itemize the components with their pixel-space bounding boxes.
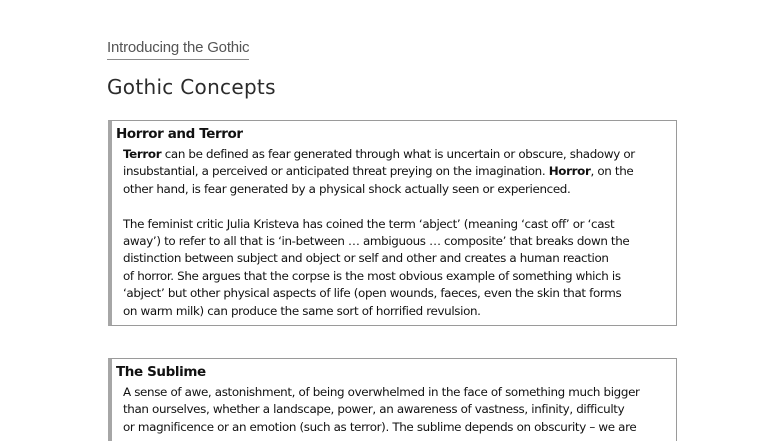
text-line: [123, 233, 668, 250]
text-line: [123, 384, 668, 401]
text-line: [123, 401, 668, 418]
paragraph: [123, 146, 668, 198]
text-line: [123, 163, 668, 180]
text-run: on warm milk) can produce the same sort of horrified revulsion.: [123, 303, 481, 318]
text-run: distinction between subject and object or self and other and creates a human reaction: [123, 251, 609, 266]
paragraph: [123, 216, 668, 320]
text-run: or magnificence or an emotion (such as terror). The sublime depends on obscurity – we are: [123, 419, 637, 434]
text-line: [123, 146, 668, 163]
text-line: [123, 268, 668, 285]
text-line: [123, 216, 668, 233]
text-run: The feminist critic Julia Kristeva has coined the term ‘abject’ (meaning ‘cast off’ or ‘cast: [123, 216, 615, 231]
text-run: , on the: [590, 164, 634, 179]
bold-term: Terror: [123, 147, 162, 161]
text-line: [123, 181, 668, 198]
paragraph: [123, 384, 668, 436]
section-the-sublime: [108, 358, 677, 441]
breadcrumb[interactable]: Introducing the Gothic: [107, 39, 249, 60]
section-horror-and-terror: [108, 120, 677, 326]
section-body: [112, 380, 676, 436]
section-body: [112, 142, 676, 320]
bold-term: Horror: [548, 164, 591, 179]
section-heading: The Sublime: [116, 364, 206, 380]
text-run: away’) to refer to all that is ‘in-between … ambiguous … composite’ that breaks down the: [123, 234, 630, 249]
section-heading: Horror and Terror: [116, 126, 243, 142]
text-run: insubstantial, a perceived or anticipated threat preying on the imagination.: [123, 164, 549, 179]
text-run: other hand, is fear generated by a physical shock actually seen or experienced.: [123, 181, 571, 196]
text-run: ‘abject’ but other physical aspects of life (open wounds, faeces, even the skin that forms: [123, 286, 622, 301]
text-run: A sense of awe, astonishment, of being overwhelmed in the face of something much bigger: [123, 385, 640, 399]
text-line: [123, 250, 668, 267]
text-line: [123, 303, 668, 320]
text-line: [123, 285, 668, 302]
text-line: [123, 419, 668, 436]
text-run: can be defined as fear generated through what is uncertain or obscure, shadowy or: [161, 147, 635, 161]
text-run: than ourselves, whether a landscape, power, an awareness of vastness, infinity, difficulty: [123, 402, 625, 417]
page-title: Gothic Concepts: [107, 75, 276, 99]
text-run: of horror. She argues that the corpse is the most obvious example of something which is: [123, 268, 621, 283]
